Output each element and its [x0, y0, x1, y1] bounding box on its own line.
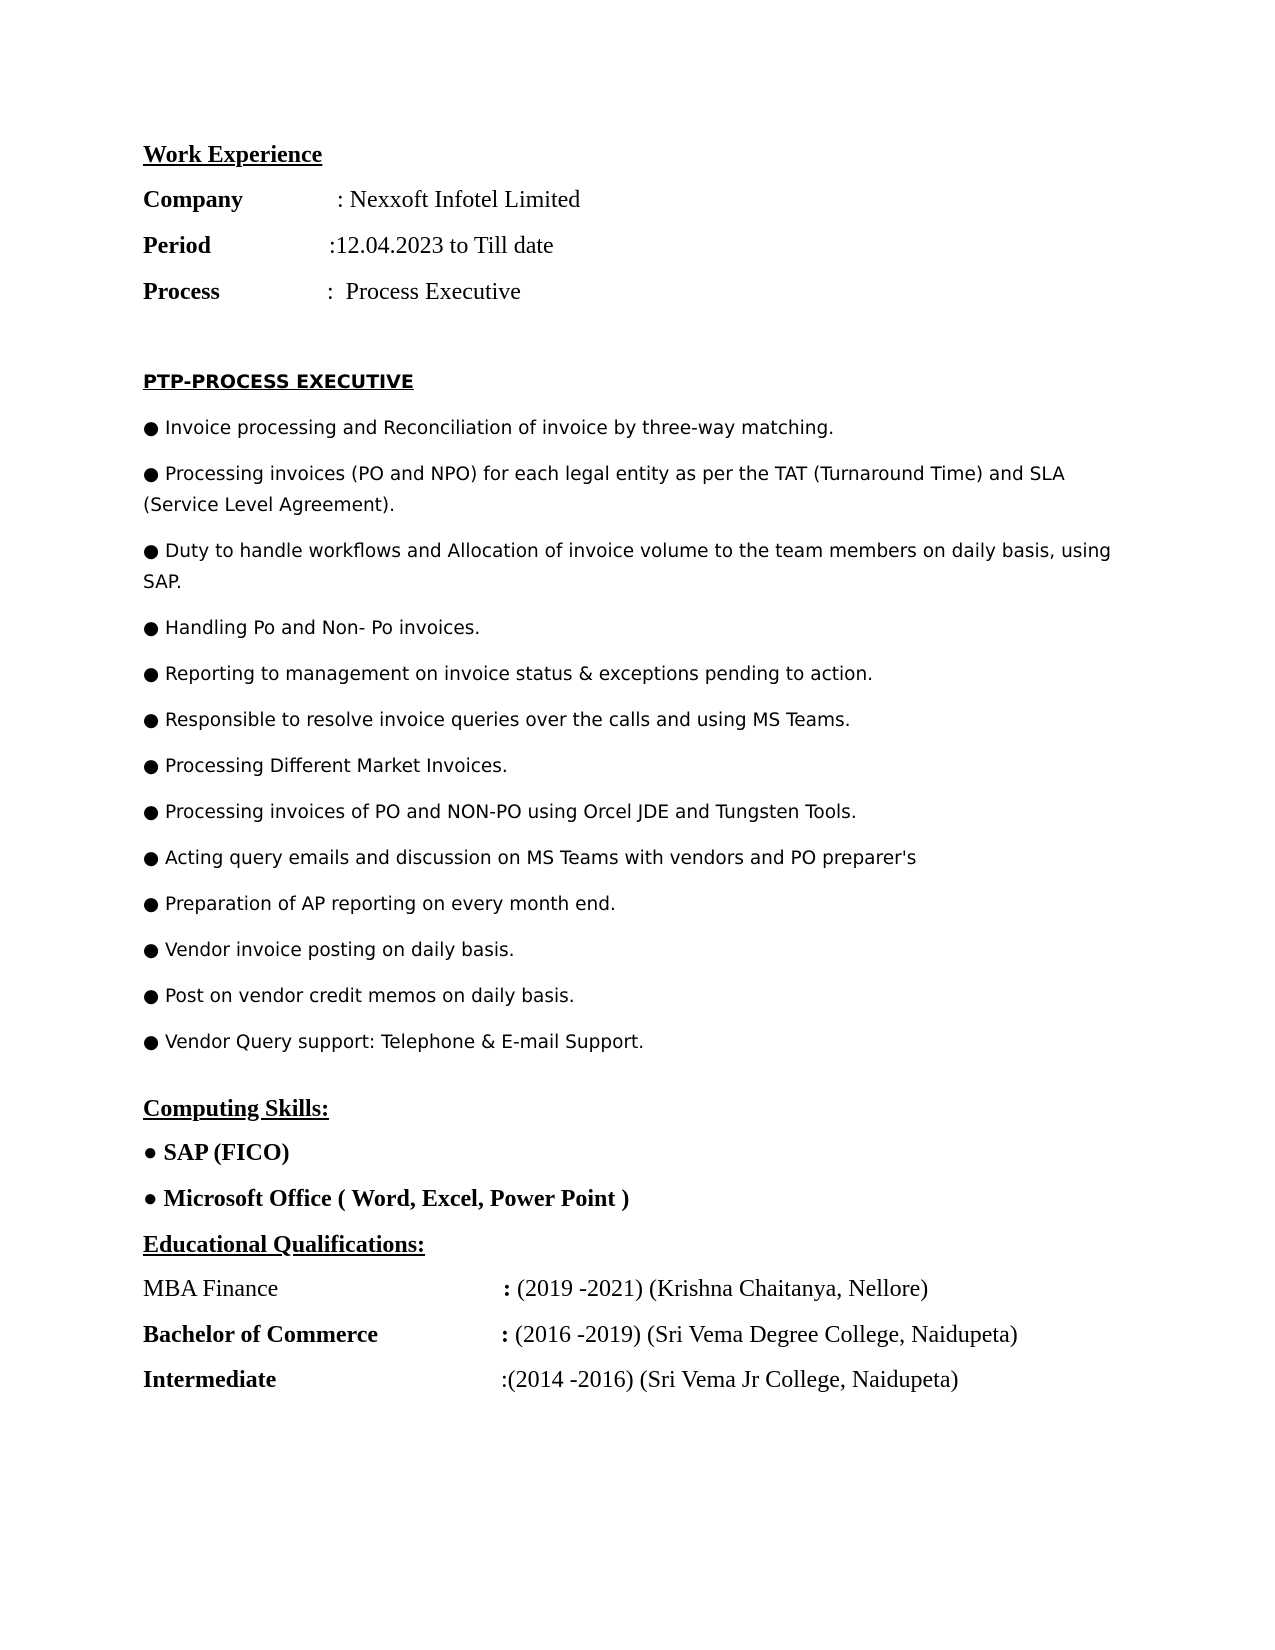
education-heading: Educational Qualifications:	[143, 1232, 426, 1258]
period-value: :12.04.2023 to Till date	[329, 233, 554, 259]
skill-item: ● SAP (FICO)	[143, 1140, 290, 1166]
ptp-bullet-item: ● Vendor Query support: Telephone & E-mail Support.	[143, 1032, 645, 1053]
ptp-bullet-item: ● Vendor invoice posting on daily basis.	[143, 940, 515, 961]
education-value	[501, 1367, 958, 1394]
company-value: : Nexxoft Infotel Limited	[331, 187, 581, 213]
ptp-bullet-item: ● Acting query emails and discussion on MS Teams with vendors and PO preparer's	[143, 848, 917, 869]
ptp-bullet-item: ● Invoice processing and Reconciliation of invoice by three-way matching.	[143, 418, 835, 439]
education-colon: :	[503, 1276, 511, 1302]
ptp-bullet-item: ● Responsible to resolve invoice queries over the calls and using MS Teams.	[143, 710, 851, 731]
ptp-bullet-item: ● Processing invoices of PO and NON-PO using Orcel JDE and Tungsten Tools.	[143, 802, 857, 823]
process-label: Process	[143, 279, 220, 305]
ptp-bullet-item: ● Duty to handle workflows and Allocation of invoice volume to the team members on daily basis, using SAP.	[143, 541, 1112, 593]
education-value	[503, 1276, 928, 1303]
education-colon: :	[501, 1322, 509, 1348]
education-detail: (2014 -2016) (Sri Vema Jr College, Naidupeta)	[507, 1367, 959, 1393]
ptp-bullet-item: ● Reporting to management on invoice status & exceptions pending to action.	[143, 664, 874, 685]
education-detail: (2016 -2019) (Sri Vema Degree College, Naidupeta)	[509, 1322, 1018, 1348]
education-label: Bachelor of Commerce	[143, 1322, 379, 1348]
work-experience-heading: Work Experience	[143, 142, 323, 168]
education-label: MBA Finance	[143, 1276, 279, 1302]
education-label: Intermediate	[143, 1367, 277, 1393]
ptp-bullet-item: ● Post on vendor credit memos on daily basis.	[143, 986, 575, 1007]
process-value: : Process Executive	[327, 279, 521, 305]
ptp-bullet-item: ● Processing invoices (PO and NPO) for each legal entity as per the TAT (Turnaround Time) and SLA (Service Level Agreement).	[143, 464, 1065, 516]
ptp-bullet-item: ● Processing Different Market Invoices.	[143, 756, 508, 777]
education-value	[501, 1322, 1018, 1349]
period-label: Period	[143, 233, 211, 259]
company-label: Company	[143, 187, 244, 213]
computing-skills-heading: Computing Skills:	[143, 1096, 330, 1122]
skill-item: ● Microsoft Office ( Word, Excel, Power Point )	[143, 1186, 630, 1212]
education-detail: (2019 -2021) (Krishna Chaitanya, Nellore)	[511, 1276, 929, 1302]
ptp-bullet-list	[143, 413, 1133, 1073]
ptp-heading: PTP-PROCESS EXECUTIVE	[143, 371, 414, 393]
education-colon: :	[501, 1367, 508, 1393]
ptp-bullet-item: ● Handling Po and Non- Po invoices.	[143, 618, 481, 639]
ptp-bullet-item: ● Preparation of AP reporting on every month end.	[143, 894, 616, 915]
